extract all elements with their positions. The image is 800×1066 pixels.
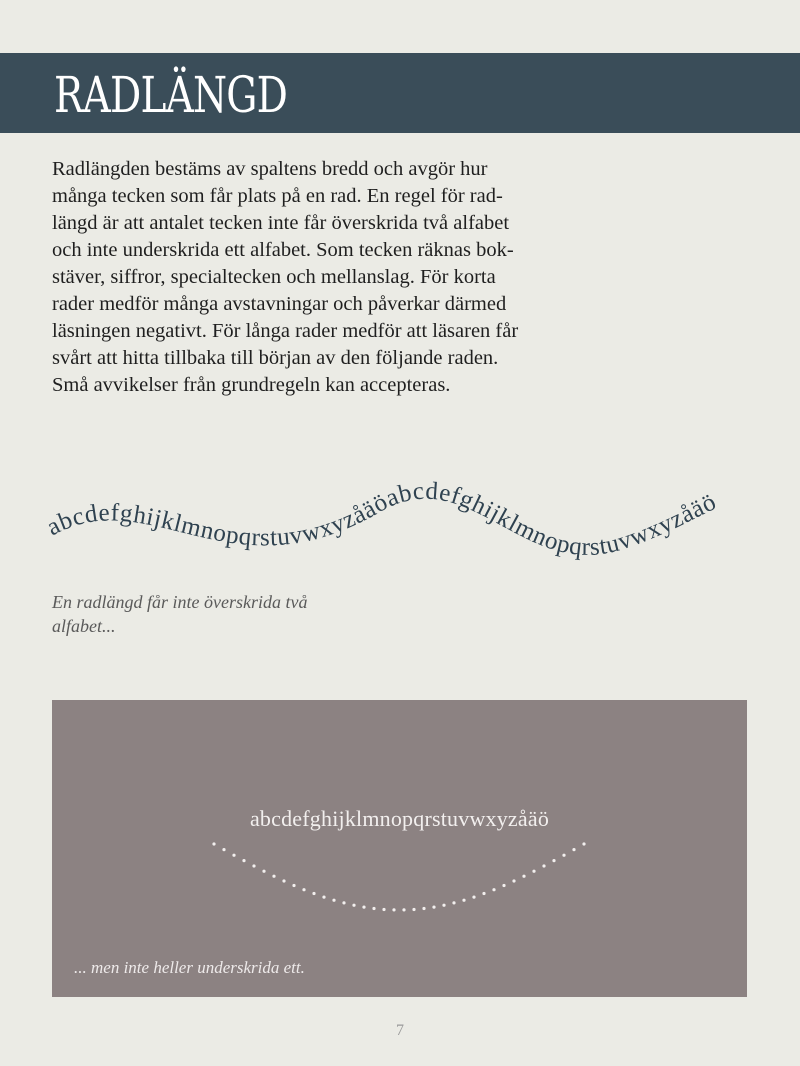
arc-dot [562, 854, 565, 857]
arc-dot [262, 870, 265, 873]
arc-dot [532, 870, 535, 873]
arc-dot [542, 864, 545, 867]
box-caption: ... men inte heller underskrida ett. [74, 958, 305, 977]
arc-dot [422, 907, 425, 910]
arc-dot [492, 888, 495, 891]
arc-dot [212, 842, 215, 845]
arc-dot [482, 892, 485, 895]
arc-dot [362, 906, 365, 909]
arc-dot [452, 901, 455, 904]
arc-dot [572, 848, 575, 851]
arc-dot [322, 896, 325, 899]
arc-dot [472, 896, 475, 899]
body-line: stäver, siffror, specialtecken och mellanslag. För korta [52, 266, 496, 288]
arc-dot [412, 908, 415, 911]
wave-alphabet-text [42, 478, 720, 561]
body-line: Radlängden bestäms av spaltens bredd och avgör hur [52, 158, 488, 180]
arc-dot [432, 906, 435, 909]
body-line: och inte underskrida ett alfabet. Som tecken räknas bok- [52, 239, 514, 261]
body-line: många tecken som får plats på en rad. En regel för rad- [52, 185, 503, 207]
arc-dot [402, 908, 405, 911]
arc-dot [382, 908, 385, 911]
wave-caption-line-2: alfabet... [52, 616, 116, 636]
arc-dot [342, 901, 345, 904]
body-paragraph [52, 156, 552, 399]
arc-dot [242, 859, 245, 862]
page-number: 7 [396, 1022, 404, 1039]
body-line: rader medför många avstavningar och påverkar därmed [52, 293, 507, 315]
body-line: läsningen negativt. För långa rader medför att läsaren får [52, 320, 519, 342]
arc-dot [502, 884, 505, 887]
body-line: Små avvikelser från grundregeln kan accepteras. [52, 374, 451, 396]
arc-dot [552, 859, 555, 862]
arc-dot [582, 842, 585, 845]
arc-dot [352, 904, 355, 907]
arc-dot [222, 848, 225, 851]
arc-dot [522, 875, 525, 878]
page-title: RADLÄNGD [54, 66, 288, 124]
body-line: längd är att antalet tecken inte får överskrida två alfabet [52, 212, 510, 234]
single-alphabet-text: abcdefghijklmnopqrstuvwxyzåäö [249, 806, 550, 831]
wave-caption-line-1: En radlängd får inte överskrida två [52, 592, 308, 612]
single-alphabet-box [52, 700, 747, 997]
wave-alphabet-textpath: abcdefghijklmnopqrstuvwxyzåäöabcdefghijklmnopqrstuvwxyzåäö [42, 477, 721, 561]
arc-dot [302, 888, 305, 891]
arc-dot [372, 907, 375, 910]
arc-dot [232, 854, 235, 857]
wave-caption [52, 590, 372, 638]
arc-dot [392, 908, 395, 911]
wave-alphabet-illustration [0, 440, 800, 600]
arc-dot [282, 879, 285, 882]
arc-dot [272, 875, 275, 878]
body-line: svårt att hitta tillbaka till början av den följande raden. [52, 347, 499, 369]
dotted-arc [52, 830, 747, 930]
arc-dot [252, 864, 255, 867]
arc-dot [332, 899, 335, 902]
arc-dot [442, 904, 445, 907]
arc-dot [312, 892, 315, 895]
arc-dot [292, 884, 295, 887]
arc-dot [512, 879, 515, 882]
arc-dot [462, 899, 465, 902]
